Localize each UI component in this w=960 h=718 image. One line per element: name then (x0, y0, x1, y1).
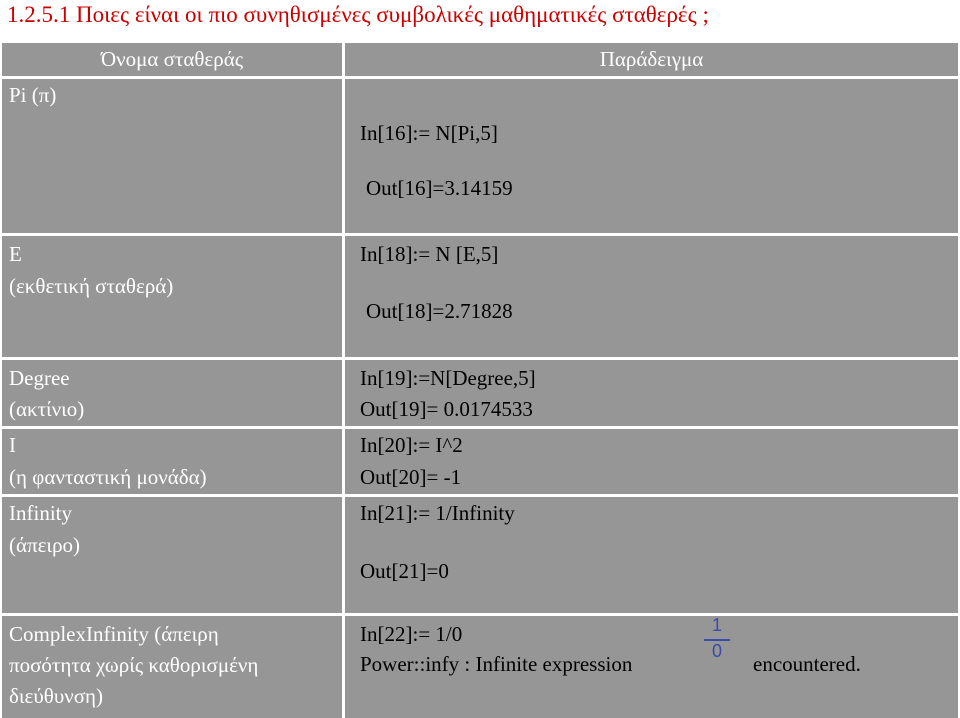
header-name-cell (2, 43, 342, 76)
row-e-output: Out[18]=2.71828 (366, 299, 513, 323)
row-degree-name-cell (2, 360, 342, 426)
header-example-cell (345, 43, 958, 76)
page-title: 1.2.5.1 Ποιες είναι οι πιο συνηθισμένες συμβολικές μαθηματικές σταθερές ; (7, 2, 709, 27)
row-complex-name: ComplexInfinity (άπειρη (9, 622, 219, 646)
row-complex-input: In[22]:= 1/0 (360, 622, 463, 646)
row-infinity-desc: (άπειρο) (9, 533, 81, 557)
row-degree-name: Degree (9, 366, 70, 390)
row-complex-example-cell (345, 616, 958, 718)
row-complex-output-suffix: encountered. (753, 652, 861, 676)
row-i-output: Out[20]= -1 (360, 465, 462, 489)
row-pi-name-cell (2, 79, 342, 233)
row-pi-example-cell (345, 79, 958, 233)
row-i-name: I (9, 433, 16, 457)
row-infinity-name: Infinity (9, 501, 72, 525)
fraction-denominator: 0 (711, 641, 722, 661)
row-infinity-input: In[21]:= 1/Infinity (360, 501, 515, 525)
row-degree-input: In[19]:=N[Degree,5] (360, 366, 536, 390)
fraction-numerator: 1 (711, 615, 722, 635)
row-i-desc: (η φανταστική μονάδα) (9, 465, 207, 489)
header-name: Όνομα σταθεράς (100, 47, 244, 71)
row-complex-name-cell (2, 616, 342, 718)
constants-table (0, 41, 960, 718)
row-infinity-example-cell (345, 497, 958, 613)
fraction-one-over-zero (700, 615, 734, 665)
row-complex-output-prefix: Power::infy : Infinite expression (360, 652, 633, 676)
row-pi-output: Out[16]=3.14159 (366, 176, 513, 200)
row-degree-output: Out[19]= 0.0174533 (360, 397, 533, 421)
row-e-name: E (9, 242, 22, 266)
row-degree-example-cell (345, 360, 958, 426)
row-i-name-cell (2, 429, 342, 494)
row-i-example-cell (345, 429, 958, 494)
row-e-input: In[18]:= N [E,5] (360, 242, 499, 266)
row-e-name-cell (2, 236, 342, 357)
row-degree-desc: (ακτίνιο) (9, 397, 85, 421)
row-infinity-name-cell (2, 497, 342, 613)
row-infinity-output: Out[21]=0 (360, 559, 449, 583)
row-complex-desc-1: ποσότητα χωρίς καθορισμένη (9, 653, 259, 677)
row-i-input: In[20]:= I^2 (360, 433, 463, 457)
row-pi-name: Pi (π) (9, 83, 57, 107)
row-complex-desc-2: διεύθυνση) (9, 684, 104, 708)
header-example: Παράδειγμα (599, 47, 704, 71)
row-e-example-cell (345, 236, 958, 357)
row-e-desc: (εκθετική σταθερά) (9, 274, 174, 298)
row-pi-input: In[16]:= N[Pi,5] (360, 121, 498, 145)
